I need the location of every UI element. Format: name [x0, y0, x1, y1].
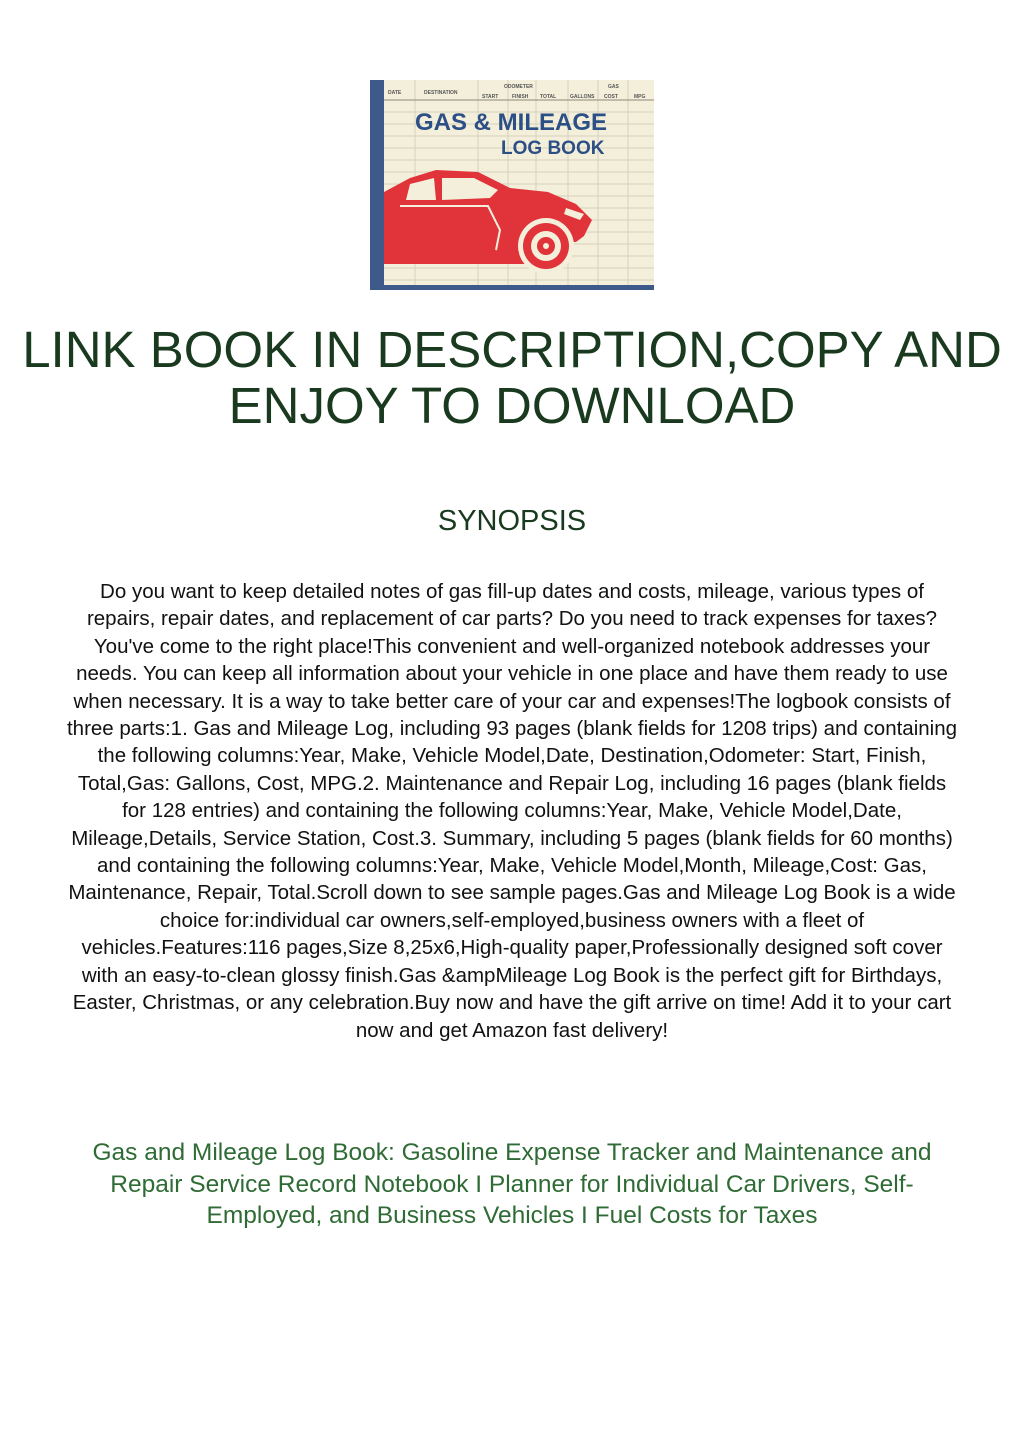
- cover-header-odometer: ODOMETER: [504, 84, 533, 90]
- book-cover-graphic: [370, 80, 654, 290]
- cover-title-line1: GAS & MILEAGE: [415, 109, 608, 136]
- cover-header-destination: DESTINATION: [424, 90, 458, 96]
- cover-header-finish: FINISH: [512, 94, 529, 100]
- page-headline: LINK BOOK IN DESCRIPTION,COPY AND ENJOY TO DOWNLOAD: [22, 321, 1002, 434]
- cover-header-start: START: [482, 94, 499, 100]
- cover-header-gallons: GALLONS: [570, 94, 595, 100]
- cover-header-date: DATE: [388, 90, 402, 96]
- book-title-link[interactable]: Gas and Mileage Log Book: Gasoline Expense Tracker and Maintenance and Repair Service Record Notebook I Planner for Individual Car Drivers, Self-Employed, and Business Vehicles I Fuel Costs for Taxes: [92, 1139, 932, 1229]
- cover-header-cost: COST: [604, 94, 618, 100]
- cover-title-line2: LOG BOOK: [501, 138, 605, 159]
- cover-header-total: TOTAL: [540, 94, 557, 100]
- cover-header-mpg: MPG: [634, 94, 646, 100]
- cover-header-gas: GAS: [608, 84, 619, 90]
- synopsis-heading: SYNOPSIS: [437, 505, 587, 537]
- book-cover-image: [370, 80, 654, 290]
- cover-spine-stripe: [370, 80, 384, 290]
- cover-bottom-rule: [370, 285, 654, 290]
- synopsis-body: Do you want to keep detailed notes of gas fill-up dates and costs, mileage, various types of repairs, repair dates, and replacement of car parts? Do you need to track expenses for taxes?You've come to the right place!This convenient and well-organized notebook addresses your needs. You can keep all information about your vehicle in one place and have them ready to use when necessary. It is a way to take better care of your car and expenses!The logbook consists of three parts:1. Gas and Mileage Log, including 93 pages (blank fields for 1208 trips) and containing the following columns:Year, Make, Vehicle Model,Date, Destination,Odometer: Start, Finish, Total,Gas: Gallons, Cost, MPG.2. Maintenance and Repair Log, including 16 pages (blank fields for 128 entries) and containing the following columns:Year, Make, Vehicle Model,Date, Mileage,Details, Service Station, Cost.3. Summary, including 5 pages (blank fields for 60 months) and containing the following columns:Year, Make, Vehicle Model,Month, Mileage,Cost: Gas, Maintenance, Repair, Total.Scroll down to see sample pages.Gas and Mileage Log Book is a wide choice for:individual car owners,self-employed,business owners with a fleet of vehicles.Features:116 pages,Size 8,25x6,High-quality paper,Professionally designed soft cover with an easy-to-clean glossy finish.Gas &ampMileage Log Book is the perfect gift for Birthdays, Easter, Christmas, or any celebration.Buy now and have the gift arrive on time! Add it to your cart now and get Amazon fast delivery!: [66, 580, 958, 1042]
